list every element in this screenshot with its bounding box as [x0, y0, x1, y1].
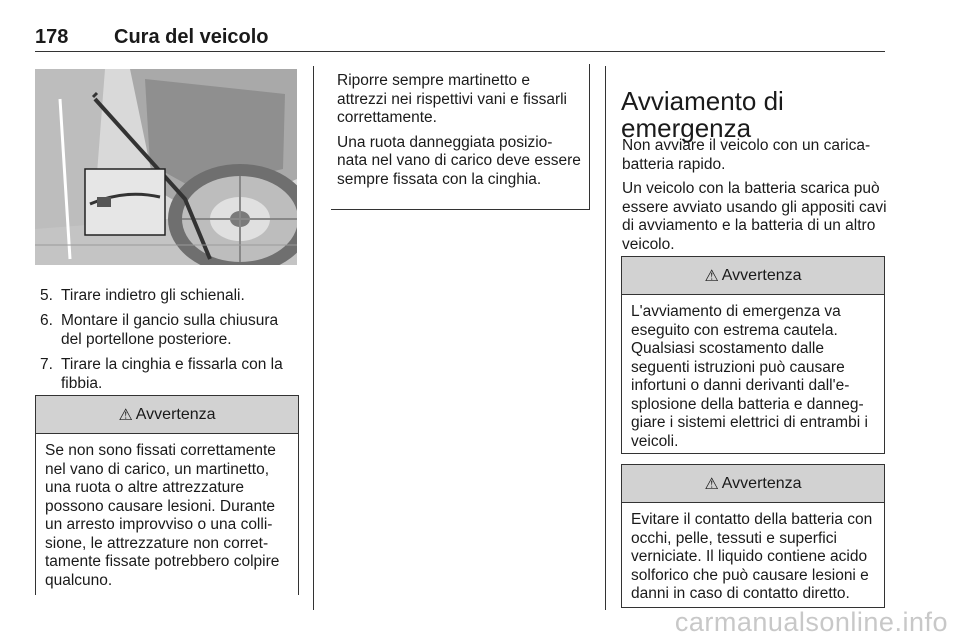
header-rule	[35, 51, 885, 52]
note-paragraph: Una ruota danneggiata posizio-nata nel vano di carico deve essere sempre fissata con la cinghia.	[337, 133, 581, 188]
step-item	[40, 311, 298, 349]
warning-title: Avvertenza	[721, 474, 802, 492]
step-text: Tirare indietro gli schienali.	[61, 287, 245, 304]
illustration-svg	[35, 69, 297, 265]
warning-title: Avvertenza	[135, 405, 216, 423]
body-paragraph: Un veicolo con la batteria scarica può essere avviato usando gli appositi cavi di avviamento e la batteria di un altro veicolo.	[622, 180, 887, 253]
warning-text: Evitare il contatto della batteria con occhi, pelle, tessuti e superfici verniciate. Il liquido contiene acido solforico che può causare lesioni e danni in caso di contatto diretto.	[631, 511, 873, 602]
column-divider-left	[313, 66, 314, 610]
page-header	[35, 16, 885, 52]
warning-triangle-icon: ⚠	[118, 406, 133, 424]
spare-wheel-strap-illustration	[35, 69, 297, 265]
step-number: 6.	[40, 312, 53, 329]
step-item	[40, 355, 298, 393]
note-paragraph: Riporre sempre martinetto e attrezzi nei rispettivi vani e fissarli correttamente.	[337, 72, 567, 126]
page-number: 178	[35, 26, 69, 48]
warning-header	[622, 465, 884, 503]
warning-box-battery-acid	[621, 464, 885, 608]
warning-box-jump-start	[621, 256, 885, 454]
step-text: Montare il gancio sulla chiusura del portellone posteriore.	[61, 312, 279, 348]
warning-box-cargo	[35, 395, 299, 595]
instruction-steps	[40, 286, 298, 399]
step-number: 5.	[40, 287, 53, 304]
note-box	[331, 64, 590, 210]
body-paragraph: Non avviare il veicolo con un carica-batteria rapido.	[622, 137, 871, 173]
warning-triangle-icon: ⚠	[704, 267, 719, 285]
section-heading: Avviamento di emergenza	[621, 85, 784, 143]
warning-header	[36, 396, 298, 434]
column-divider-right	[605, 66, 606, 610]
step-text: Tirare la cinghia e fissarla con la fibbia.	[61, 356, 283, 392]
step-item	[40, 286, 298, 305]
warning-title: Avvertenza	[721, 266, 802, 284]
warning-text: Se non sono fissati correttamente nel vano di carico, un martinetto, una ruota o altre attrezzature possono causare lesioni. Durante un arresto improvviso o una colli-sione, le attrezzature non corret-tamente fissate potrebbero colpire qualcuno.	[45, 442, 280, 589]
watermark: carmanualsonline.info	[674, 607, 948, 637]
warning-header	[622, 257, 884, 295]
chapter-title: Cura del veicolo	[114, 26, 269, 48]
warning-triangle-icon: ⚠	[704, 475, 719, 493]
section-body	[622, 137, 888, 260]
warning-text: L'avviamento di emergenza va eseguito con estrema cautela. Qualsiasi scostamento dalle seguenti istruzioni può causare infortuni o danni derivanti dall'e-splosione della batteria e danneg-giare i sistemi elettrici di entrambi i veicoli.	[631, 303, 868, 450]
step-number: 7.	[40, 356, 53, 373]
